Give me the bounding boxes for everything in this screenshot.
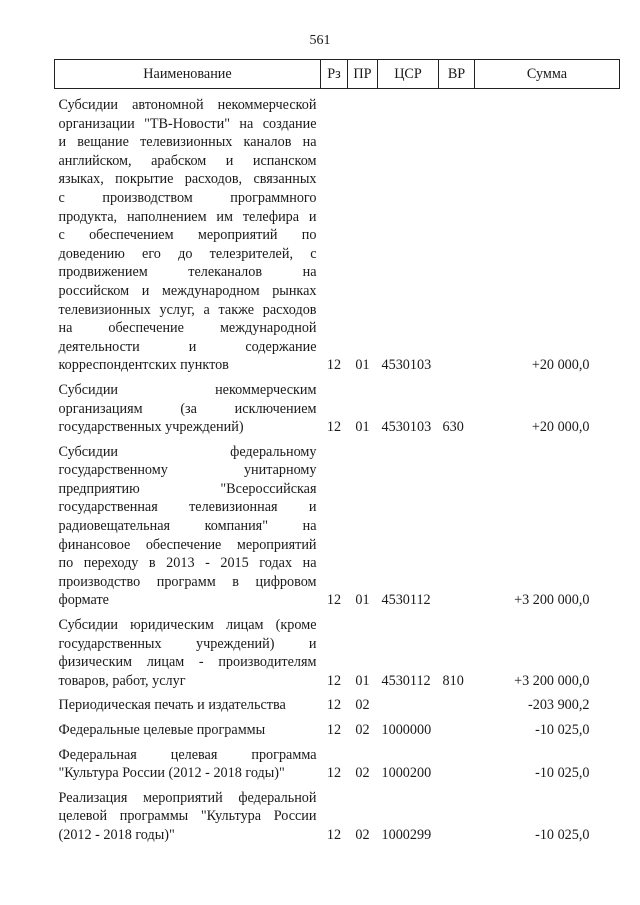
row-rz: 12 xyxy=(326,765,342,782)
row-name xyxy=(55,437,321,610)
row-vr xyxy=(439,690,475,715)
row-name-line: государственных учреждений) и xyxy=(58,635,317,652)
row-name xyxy=(55,690,321,715)
row-pr: 02 xyxy=(355,765,370,782)
row-name-line: телевизионных услуг, а также расходов xyxy=(58,301,317,318)
row-name-line: Субсидии некоммерческим xyxy=(58,381,317,398)
row-name-line: организациям (за исключением xyxy=(58,400,317,417)
row-name-line: Субсидии юридическим лицам (кроме xyxy=(58,617,317,634)
row-csr: 1000000 xyxy=(381,722,432,738)
row-pr: 02 xyxy=(355,826,370,843)
row-pr: 02 xyxy=(355,697,370,714)
row-sum: +20 000,0 xyxy=(531,419,590,436)
row-sum: -10 025,0 xyxy=(535,826,590,843)
row-name-line: Федеральные целевые программы xyxy=(58,722,266,738)
row-name-line: физическим лицам - производителям xyxy=(58,654,317,671)
row-name-line: с обеспечением мероприятий по xyxy=(58,227,317,244)
row-name-line: (2012 - 2018 годы)" xyxy=(58,826,175,843)
row-sum: -10 025,0 xyxy=(535,765,590,782)
row-sum: -10 025,0 xyxy=(535,722,590,738)
row-rz: 12 xyxy=(326,722,342,738)
row-csr: 4530103 xyxy=(381,357,432,374)
row-name-line: на обеспечение международной xyxy=(58,320,317,337)
row-name xyxy=(55,740,321,783)
row-name xyxy=(55,375,321,437)
row-rz: 12 xyxy=(326,697,342,714)
row-name-line: государственных учреждений) xyxy=(58,419,244,436)
row-name xyxy=(55,783,321,845)
row-name-line: английском, арабском и испанском xyxy=(58,152,317,169)
row-sum: +3 200 000,0 xyxy=(514,672,590,689)
table-row xyxy=(55,375,620,437)
header-name: Наименование xyxy=(55,60,321,89)
row-name-line: Федеральная целевая программа xyxy=(58,746,317,763)
row-rz: 12 xyxy=(326,419,342,436)
header-rz: Рз xyxy=(321,60,348,89)
row-name xyxy=(55,715,321,740)
row-sum: -203 900,2 xyxy=(528,697,590,714)
page-number: 561 xyxy=(309,33,331,48)
table-row xyxy=(55,437,620,610)
row-name-line: продвижением телеканалов на xyxy=(58,264,317,281)
row-pr: 01 xyxy=(355,419,370,436)
table-header xyxy=(55,60,620,89)
row-name-line: товаров, работ, услуг xyxy=(58,672,186,689)
row-name xyxy=(55,89,321,375)
row-name-line: Реализация мероприятий федеральной xyxy=(58,789,317,806)
row-csr: 1000299 xyxy=(381,826,432,843)
header-pr: ПР xyxy=(348,60,378,89)
row-name-line: государственному унитарному xyxy=(58,462,317,479)
row-vr: 630 xyxy=(442,419,464,436)
row-csr: 1000200 xyxy=(381,765,432,782)
header-vr: ВР xyxy=(439,60,475,89)
table-row xyxy=(55,690,620,715)
row-name-line: "Культура России (2012 - 2018 годы)" xyxy=(58,765,285,782)
row-vr xyxy=(439,740,475,783)
row-pr: 01 xyxy=(355,672,370,689)
table-row xyxy=(55,715,620,740)
row-name-line: доведению его до телезрителей, с xyxy=(58,245,317,262)
row-pr: 01 xyxy=(355,592,370,609)
row-rz: 12 xyxy=(326,672,342,689)
row-name-line: Периодическая печать и издательства xyxy=(58,697,286,714)
row-name-line: производство программ в цифровом xyxy=(58,573,317,590)
row-name-line: деятельности и содержание xyxy=(58,338,317,355)
row-name-line: государственная телевизионная и xyxy=(58,499,317,516)
row-sum: +20 000,0 xyxy=(531,357,590,374)
row-pr: 02 xyxy=(355,722,370,738)
row-vr: 810 xyxy=(442,672,464,689)
row-name-line: с производством программного xyxy=(58,189,317,206)
row-rz: 12 xyxy=(326,826,342,843)
table-row xyxy=(55,89,620,375)
row-csr: 4530112 xyxy=(381,592,431,609)
row-name-line: целевой программы "Культура России xyxy=(58,808,317,825)
row-name-line: предприятию "Всероссийская xyxy=(58,480,317,497)
row-vr xyxy=(439,437,475,610)
row-rz: 12 xyxy=(326,357,342,374)
row-name-line: продукта, наполнением им телефира и xyxy=(58,208,317,225)
row-vr xyxy=(439,783,475,845)
row-csr: 4530112 xyxy=(381,672,431,689)
row-name-line: организации "ТВ-Новости" на создание xyxy=(58,115,317,132)
row-csr: 4530103 xyxy=(381,419,432,436)
row-sum: +3 200 000,0 xyxy=(514,592,590,609)
row-name-line: российском и международном рынках xyxy=(58,282,317,299)
row-name-line: формате xyxy=(58,592,109,609)
table-body xyxy=(55,89,620,845)
row-csr xyxy=(378,690,439,715)
row-name-line: корреспондентских пунктов xyxy=(58,357,229,374)
row-vr xyxy=(439,715,475,740)
header-sum: Сумма xyxy=(475,60,620,89)
row-name xyxy=(55,610,321,690)
row-name-line: финансовое обеспечение мероприятий xyxy=(58,536,317,553)
header-csr: ЦСР xyxy=(378,60,439,89)
row-pr: 01 xyxy=(355,357,370,374)
row-rz: 12 xyxy=(326,592,342,609)
row-vr xyxy=(439,89,475,375)
table-row xyxy=(55,783,620,845)
row-name-line: языках, покрытие расходов, связанных xyxy=(58,171,317,188)
row-name-line: и вещание телевизионных каналов на xyxy=(58,134,317,151)
budget-table xyxy=(54,59,620,845)
table-row xyxy=(55,740,620,783)
row-name-line: Субсидии автономной некоммерческой xyxy=(58,97,317,113)
row-name-line: по переходу в 2013 - 2015 годах на xyxy=(58,555,317,572)
row-name-line: Субсидии федеральному xyxy=(58,443,317,460)
table-row xyxy=(55,610,620,690)
row-name-line: радиовещательная компания" на xyxy=(58,518,317,535)
